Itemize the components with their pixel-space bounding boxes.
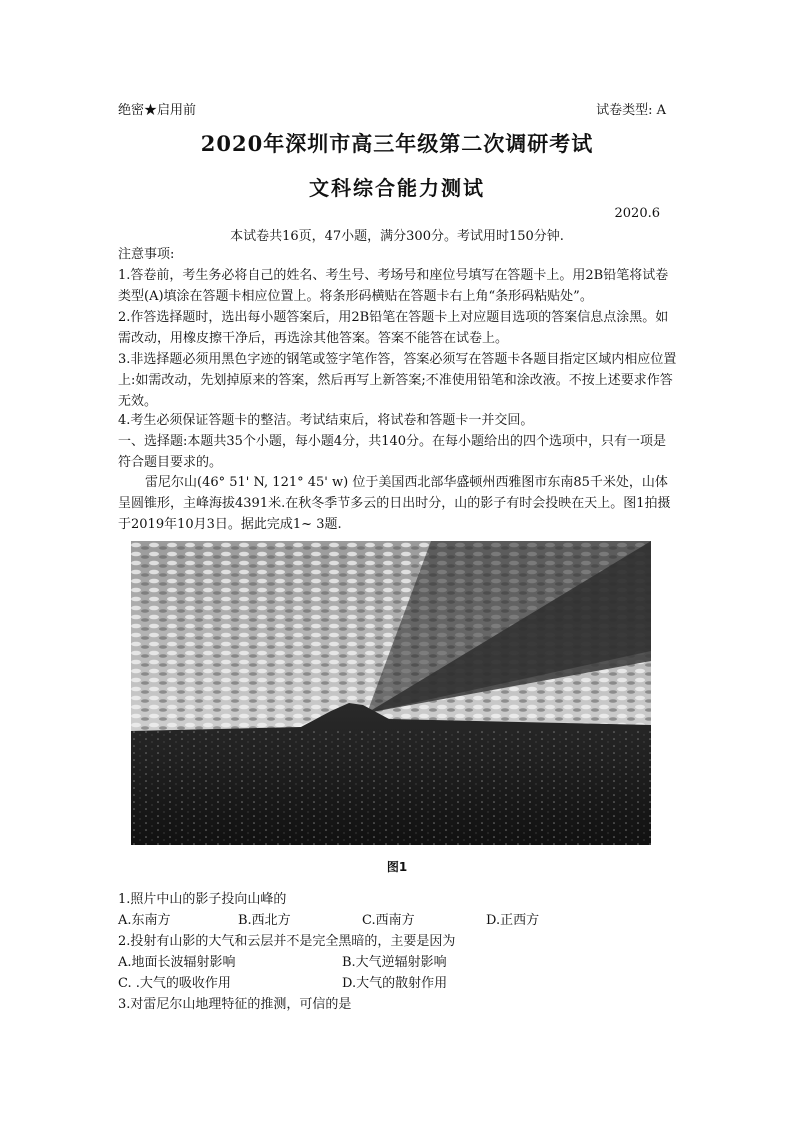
question-2-option-b: B.大气逆辐射影响: [342, 955, 447, 970]
question-2-option-d: D.大气的散射作用: [342, 976, 448, 991]
question-1-option-c: C.西南方: [362, 913, 415, 928]
question-1-option-d: D.正西方: [486, 913, 540, 928]
exam-intro: 本试卷共16页，47小题，满分300分。考试用时150分钟.: [230, 229, 564, 244]
question-3-stem: 3.对雷尼尔山地理特征的推测，可信的是: [118, 997, 352, 1012]
notice-item-2: 2.作答选择题时，选出每小题答案后，用2B铅笔在答题卡上对应题目选项的答案信息点涂黑。如需改动，用橡皮擦干净后，再选涂其他答案。答案不能答在试卷上。: [118, 310, 669, 346]
question-2-option-a: A.地面长波辐射影响: [118, 955, 236, 970]
exam-date: 2020.6: [614, 206, 660, 221]
passage: 雷尼尔山(46° 51' N, 121° 45' w) 位于美国西北部华盛顿州西雅图市东南85千米处，山体呈圆锥形，主峰海拔4391米.在秋冬季节多云的日出时分，山的影子有时会投映在天上。图1拍摄于2019年10月3日。据此完成1~ 3题.: [118, 475, 671, 532]
question-1-option-b: B.西北方: [238, 913, 291, 928]
question-1-option-a: A.东南方: [118, 913, 171, 928]
section-instructions: 一、选择题:本题共35个小题，每小题4分，共140分。在每小题给出的四个选项中，只有一项是符合题目要求的。: [118, 434, 667, 470]
notice-item-3: 3.非选择题必须用黑色字迹的钢笔或签字笔作答，答案必须写在答题卡各题目指定区域内相应位置上:如需改动，先划掉原来的答案，然后再写上新答案;不准使用铅笔和涂改液。不按上述要求作答无效。: [118, 352, 677, 409]
figure-caption: 图1: [386, 860, 408, 874]
exam-subtitle: 文科综合能力测试: [309, 176, 485, 200]
paper-type-label: 试卷类型: A: [596, 103, 666, 118]
exam-title: 2020年深圳市高三年级第二次调研考试: [200, 131, 594, 156]
notice-heading: 注意事项:: [118, 247, 175, 262]
figure-1-photo: [131, 541, 651, 845]
notice-item-4: 4.考生必须保证答题卡的整洁。考试结束后，将试卷和答题卡一并交回。: [118, 413, 534, 428]
question-2-option-c: C. .大气的吸收作用: [118, 976, 231, 991]
question-2-stem: 2.投射有山影的大气和云层并不是完全黑暗的，主要是因为: [118, 934, 456, 949]
notice-item-1: 1.答卷前，考生务必将自己的姓名、考生号、考场号和座位号填写在答题卡上。用2B铅笔将试卷类型(A)填涂在答题卡相应位置上。将条形码横贴在答题卡右上角“条形码粘贴处”。: [118, 268, 669, 304]
secret-label: 绝密★启用前: [118, 103, 197, 118]
question-1-stem: 1.照片中山的影子投向山峰的: [118, 892, 287, 907]
